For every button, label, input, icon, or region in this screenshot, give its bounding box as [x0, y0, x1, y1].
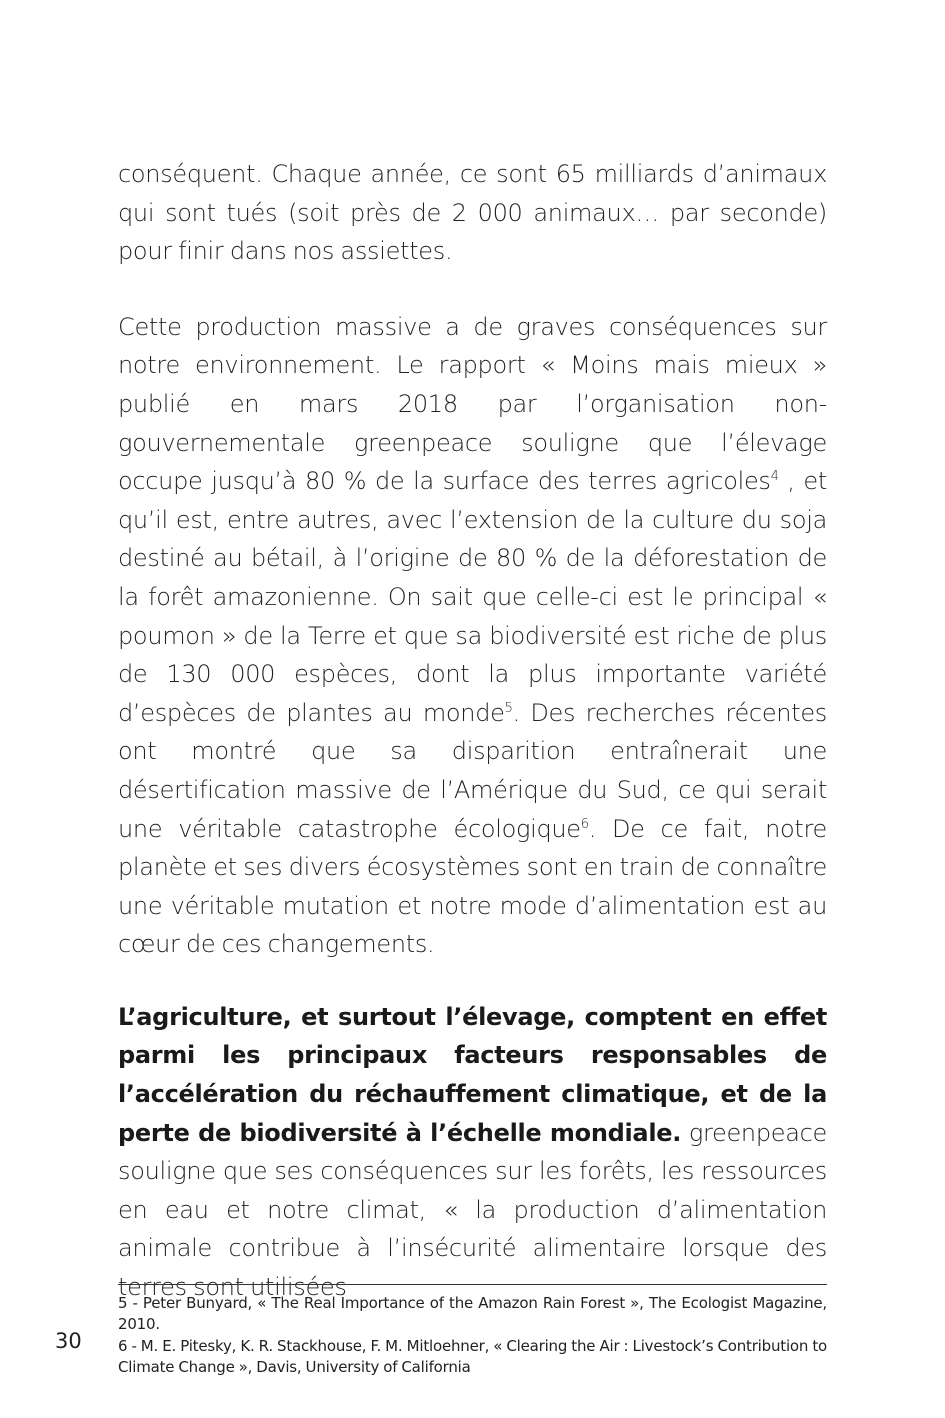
paragraph-3 [118, 998, 827, 1307]
footnote-divider [118, 1284, 827, 1285]
paragraph-1: conséquent. Chaque année, ce sont 65 milliards d’animaux qui sont tués (soit près de 2 000 animaux… par seconde) pour finir dans nos assiettes. [118, 160, 827, 266]
paragraph-2-part-3: . Des recherches récentes ont montré que sa disparition entraînerait une désertification massive de l’Amérique du Sud, ce qui serait une véritable catastrophe écologique [118, 698, 827, 843]
footnote-ref-4: 4 [770, 469, 779, 485]
footnotes [118, 1293, 827, 1378]
paragraph-2-part-2: , et qu’il est, entre autres, avec l’extension de la culture du soja destiné au bétail, à l’origine de 80 % de la déforestation de la forêt amazonienne. On sait que celle-ci est le principal « poumon » de la Terre et que sa biodiversité est riche de plus de 130 000 espèces, dont la plus importante variété d’espèces de plantes au monde [118, 467, 827, 727]
paragraph-2-part-1: Cette production massive a de graves conséquences sur notre environnement. Le rapport « Moins mais mieux » publié en mars 2018 par l’organisation non-gouvernementale greenpeace souligne que l’élevage occupe jusqu’à 80 % de la surface des terres agricoles [118, 312, 827, 496]
footnote-6: 6 - M. E. Pitesky, K. R. Stackhouse, F. M. Mitloehner, « Clearing the Air : Livestock’s Contribution to Climate Change », Davis, University of California [118, 1336, 827, 1376]
body-text [118, 155, 827, 1307]
paragraph-2-part-4: . De ce fait, notre planète et ses divers écosystèmes sont en train de connaître une véritable mutation et notre mode d’alimentation est au cœur de ces changements. [118, 814, 827, 959]
footnote-ref-6: 6 [580, 816, 589, 832]
footnote-ref-5: 5 [504, 700, 513, 716]
paragraph-3-rest: greenpeace souligne que ses conséquences sur les forêts, les ressources en eau et notre climat, « la production d’alimentation animale contribue à l’insécurité alimentaire lorsque des terres sont utilisées [118, 1118, 828, 1302]
paragraph-2 [118, 308, 827, 964]
paragraph-3-bold-lead: L’agriculture, et surtout l’élevage, comptent en effet parmi les principaux facteurs responsables de l’accélération du réchauffement climatique, et de la perte de biodiversité à l’échelle mondiale. [118, 1002, 827, 1147]
page-number: 30 [55, 1329, 82, 1353]
footnote-5: 5 - Peter Bunyard, « The Real Importance of the Amazon Rain Forest », The Ecologist Magazine, 2010. [118, 1294, 827, 1334]
